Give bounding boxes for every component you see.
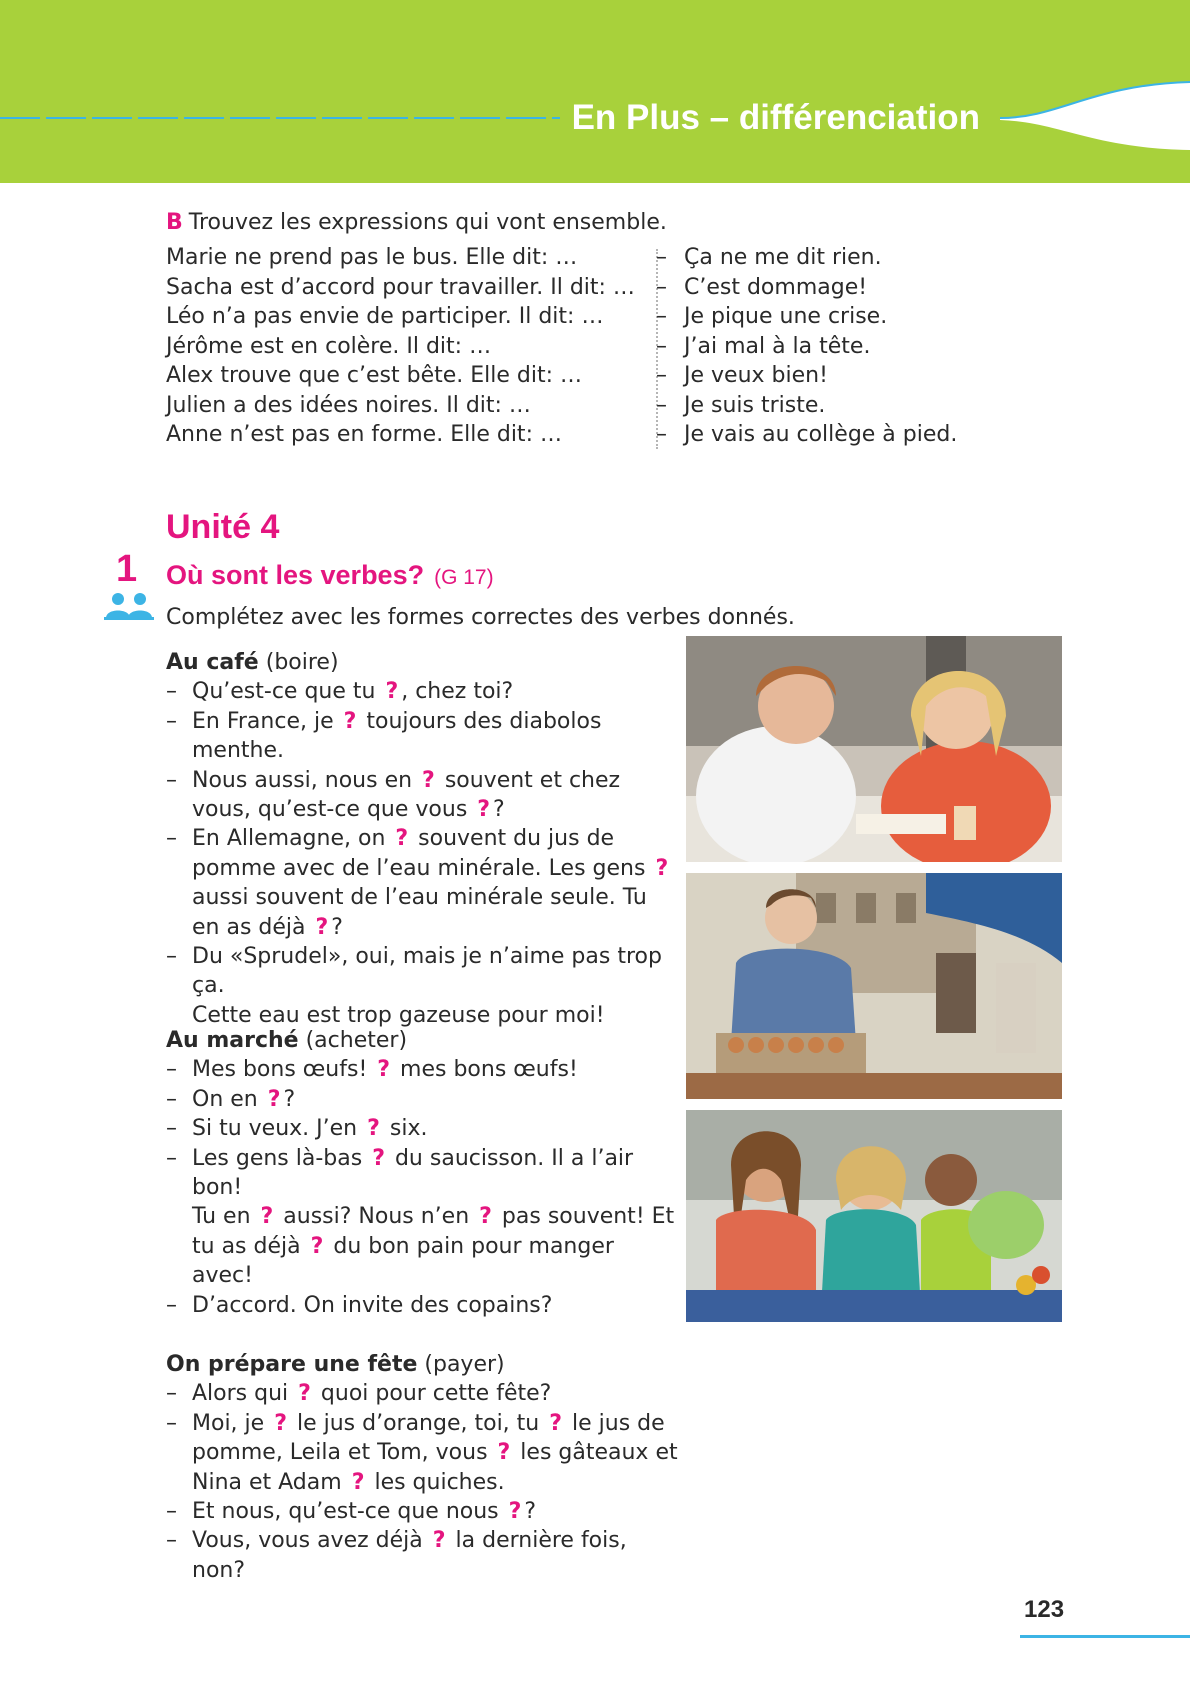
gap-marker: ? — [343, 708, 357, 734]
header-title: En Plus – différenciation — [571, 98, 980, 137]
right-item: – Je veux bien! — [656, 363, 828, 388]
instruction-text: Trouvez les expressions qui vont ensemble. — [188, 210, 667, 235]
dialog-line: – On en ? ? — [166, 1085, 686, 1114]
photo-marche — [686, 873, 1062, 1099]
photo-cafe — [686, 636, 1062, 862]
exercise-letter: B — [166, 210, 183, 235]
dialog-line: – En France, je ? toujours des diabolos menthe. — [166, 707, 686, 766]
gap-marker: ? — [395, 826, 409, 852]
left-item: Sacha est d’accord pour travailler. Il dit: … — [166, 274, 635, 300]
dialog-heading: Au marché (acheter) — [166, 1028, 408, 1053]
exercise-title: Où sont les verbes? (G 17) — [166, 560, 494, 590]
dialog-line: – Si tu veux. J’en ? six. — [166, 1114, 686, 1143]
dialog-fete — [166, 1350, 686, 1585]
dialog-line: – Et nous, qu’est-ce que nous ? ? — [166, 1497, 686, 1526]
grammar-ref: (G 17) — [434, 566, 494, 589]
gap-marker: ? — [267, 1086, 281, 1112]
dialog-line: – Nous aussi, nous en ? souvent et chez vous, qu’est-ce que vous ? ? — [166, 766, 686, 825]
unit-title: Unité 4 — [166, 508, 280, 546]
dialog-line: – Les gens là-bas ? du saucisson. Il a l’air bon! Tu en ? aussi? Nous n’en ? pas souvent! Et tu as déjà ? du bon pain pour manger avec! — [166, 1144, 686, 1291]
left-column — [166, 243, 656, 450]
dialog-heading: Au café (boire) — [166, 650, 339, 675]
dialog-au-cafe — [166, 648, 686, 1030]
left-item: Marie ne prend pas le bus. Elle dit: … — [166, 245, 578, 270]
gap-marker: ? — [385, 679, 399, 705]
right-item: – Je suis triste. — [656, 392, 826, 418]
exercise-b — [166, 210, 1026, 455]
matching-columns — [166, 243, 1026, 455]
gap-marker: ? — [655, 855, 669, 881]
header-banner — [0, 0, 1190, 183]
gap-marker: ? — [497, 1440, 511, 1466]
gap-marker: ? — [310, 1233, 324, 1259]
dialog-line: – En Allemagne, on ? souvent du jus de pomme avec de l’eau minérale. Les gens ? aussi souvent de l’eau minérale seule. Tu en as déjà ? ? — [166, 824, 686, 942]
gap-marker: ? — [479, 1204, 492, 1230]
wave-line-icon — [0, 0, 1190, 183]
gap-marker: ? — [477, 797, 491, 823]
right-column — [656, 243, 1016, 450]
exercise-instruction: Complétez avec les formes correctes des verbes donnés. — [166, 605, 795, 630]
page-number-rule — [1020, 1635, 1190, 1638]
dialog-line: – D’accord. On invite des copains? — [166, 1291, 686, 1320]
exercise-b-instruction — [166, 210, 1026, 235]
dialog-heading: On prépare une fête (payer) — [166, 1352, 505, 1377]
left-item: Anne n’est pas en forme. Elle dit: … — [166, 422, 562, 447]
gap-marker: ? — [422, 767, 435, 793]
dialog-line: – Alors qui ? quoi pour cette fête? — [166, 1379, 686, 1408]
right-item: – Je vais au collège à pied. — [656, 422, 958, 447]
gap-marker: ? — [274, 1410, 287, 1436]
gap-marker: ? — [367, 1116, 380, 1142]
right-item: – Ça ne me dit rien. — [656, 245, 882, 270]
gap-marker: ? — [377, 1057, 391, 1083]
page-number: 123 — [1024, 1596, 1065, 1623]
photo-fete — [686, 1110, 1062, 1322]
dialog-line: – Moi, je ? le jus d’orange, toi, tu ? le jus de pomme, Leila et Tom, vous ? les gâteaux et Nina et Adam ? les quiches. — [166, 1409, 686, 1497]
gap-marker: ? — [372, 1145, 385, 1171]
exercise-number: 1 — [116, 548, 138, 590]
right-item: – Je pique une crise. — [656, 304, 888, 329]
dialog-line: – Mes bons œufs! ? mes bons œufs! — [166, 1055, 686, 1084]
gap-marker: ? — [260, 1204, 274, 1230]
left-item: Léo n’a pas envie de participer. Il dit: … — [166, 304, 604, 329]
gap-marker: ? — [351, 1469, 365, 1495]
dialog-line: – Qu’est-ce que tu ? , chez toi? — [166, 677, 686, 706]
right-item: – J’ai mal à la tête. — [656, 333, 871, 359]
dialog-line: – Vous, vous avez déjà ? la dernière fois, non? — [166, 1526, 686, 1585]
dialog-line: – Du «Sprudel», oui, mais je n’aime pas trop ça. Cette eau est trop gazeuse pour moi! — [166, 942, 686, 1030]
left-item: Jérôme est en colère. Il dit: … — [166, 333, 492, 359]
left-item: Alex trouve que c’est bête. Elle dit: … — [166, 363, 583, 388]
pair-work-icon — [104, 592, 154, 620]
gap-marker: ? — [315, 914, 329, 940]
gap-marker: ? — [432, 1528, 446, 1554]
right-item: – C’est dommage! — [656, 274, 868, 300]
gap-marker: ? — [549, 1410, 562, 1436]
left-item: Julien a des idées noires. Il dit: … — [166, 392, 531, 418]
dialog-au-marche — [166, 1026, 686, 1320]
gap-marker: ? — [298, 1381, 311, 1407]
gap-marker: ? — [508, 1499, 522, 1525]
